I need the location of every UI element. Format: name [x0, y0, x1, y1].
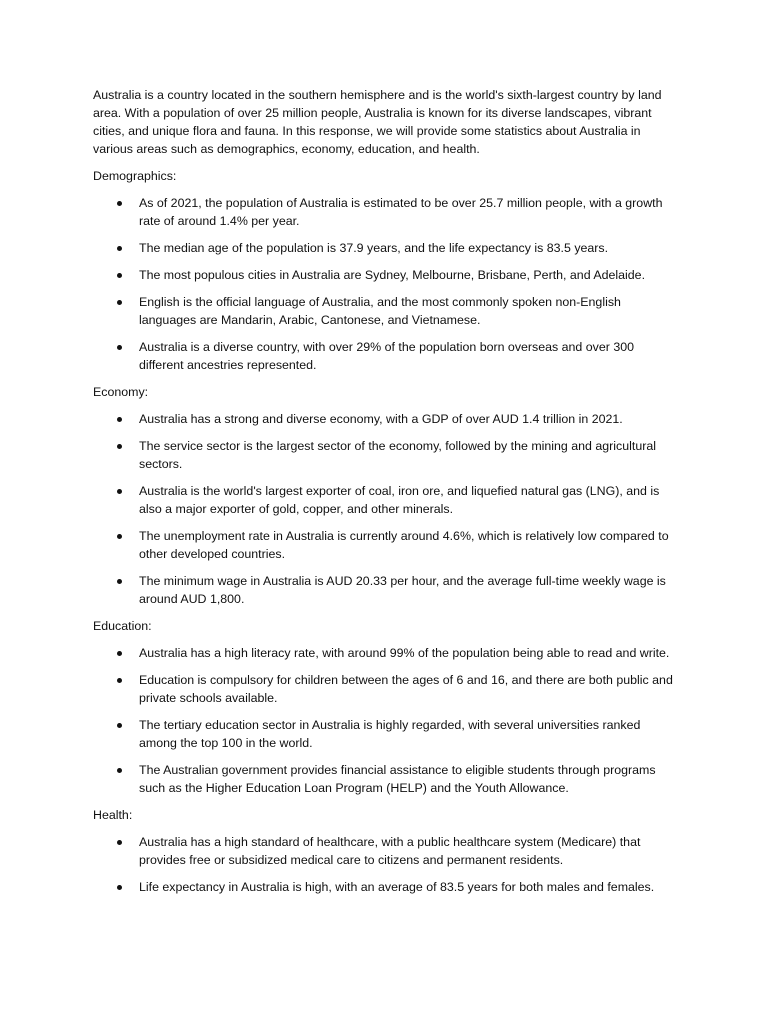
list-item-text: The tertiary education sector in Australia is highly regarded, with several universities ranked among the top 100 in the world. [139, 718, 641, 750]
list-item-text: The Australian government provides financial assistance to eligible students through programs such as the Higher Education Loan Program (HELP) and the Youth Allowance. [139, 763, 656, 795]
bullet-list-demographics [93, 194, 674, 374]
list-item [93, 437, 674, 473]
bullet-list-education [93, 644, 674, 797]
list-item-text: Life expectancy in Australia is high, with an average of 83.5 years for both males and females. [139, 880, 655, 894]
list-item-text: The unemployment rate in Australia is currently around 4.6%, which is relatively low compared to other developed countries. [139, 529, 669, 561]
bullet-icon [117, 417, 122, 422]
bullet-icon [117, 444, 122, 449]
bullet-icon [117, 273, 122, 278]
list-item [93, 239, 674, 257]
list-item [93, 266, 674, 284]
list-item [93, 644, 674, 662]
list-item-text: The median age of the population is 37.9 years, and the life expectancy is 83.5 years. [139, 241, 609, 255]
bullet-list-health [93, 833, 674, 896]
list-item-text: Australia has a high literacy rate, with around 99% of the population being able to read and write. [139, 646, 670, 660]
list-item [93, 293, 674, 329]
list-item [93, 572, 674, 608]
list-item-text: Education is compulsory for children between the ages of 6 and 16, and there are both public and private schools available. [139, 673, 673, 705]
bullet-icon [117, 201, 122, 206]
list-item-text: Australia is the world's largest exporter of coal, iron ore, and liquefied natural gas (LNG), and is also a major exporter of gold, copper, and other minerals. [139, 484, 660, 516]
list-item-text: Australia is a diverse country, with over 29% of the population born overseas and over 300 different ancestries represented. [139, 340, 634, 372]
section-heading-demographics: Demographics: [93, 169, 177, 183]
bullet-icon [117, 840, 122, 845]
bullet-icon [117, 489, 122, 494]
list-item [93, 716, 674, 752]
list-item [93, 194, 674, 230]
list-item [93, 761, 674, 797]
list-item-text: Australia has a high standard of healthcare, with a public healthcare system (Medicare) that provides free or subsidized medical care to citizens and permanent residents. [139, 835, 641, 867]
bullet-icon [117, 579, 122, 584]
list-item [93, 482, 674, 518]
bullet-icon [117, 768, 122, 773]
list-item-text: Australia has a strong and diverse economy, with a GDP of over AUD 1.4 trillion in 2021. [139, 412, 623, 426]
list-item [93, 338, 674, 374]
bullet-icon [117, 723, 122, 728]
bullet-icon [117, 300, 122, 305]
bullet-icon [117, 345, 122, 350]
section-heading-education: Education: [93, 619, 152, 633]
list-item-text: The service sector is the largest sector of the economy, followed by the mining and agricultural sectors. [139, 439, 656, 471]
bullet-icon [117, 534, 122, 539]
list-item-text: The most populous cities in Australia are Sydney, Melbourne, Brisbane, Perth, and Adelaide. [139, 268, 646, 282]
bullet-icon [117, 246, 122, 251]
intro-paragraph: Australia is a country located in the southern hemisphere and is the world's sixth-largest country by land area. With a population of over 25 million people, Australia is known for its diverse landscapes, vibrant cities, and unique flora and fauna. In this response, we will provide some statistics about Australia in various areas such as demographics, economy, education, and health. [93, 88, 662, 156]
section-heading-economy: Economy: [93, 385, 149, 399]
list-item [93, 527, 674, 563]
bullet-icon [117, 678, 122, 683]
list-item-text: The minimum wage in Australia is AUD 20.33 per hour, and the average full-time weekly wage is around AUD 1,800. [139, 574, 666, 606]
bullet-icon [117, 651, 122, 656]
list-item-text: As of 2021, the population of Australia is estimated to be over 25.7 million people, with a growth rate of around 1.4% per year. [139, 196, 663, 228]
list-item [93, 671, 674, 707]
bullet-icon [117, 885, 122, 890]
section-heading-health: Health: [93, 808, 133, 822]
list-item [93, 410, 674, 428]
bullet-list-economy [93, 410, 674, 608]
list-item [93, 878, 674, 896]
list-item [93, 833, 674, 869]
list-item-text: English is the official language of Australia, and the most commonly spoken non-English languages are Mandarin, Arabic, Cantonese, and Vietnamese. [139, 295, 621, 327]
